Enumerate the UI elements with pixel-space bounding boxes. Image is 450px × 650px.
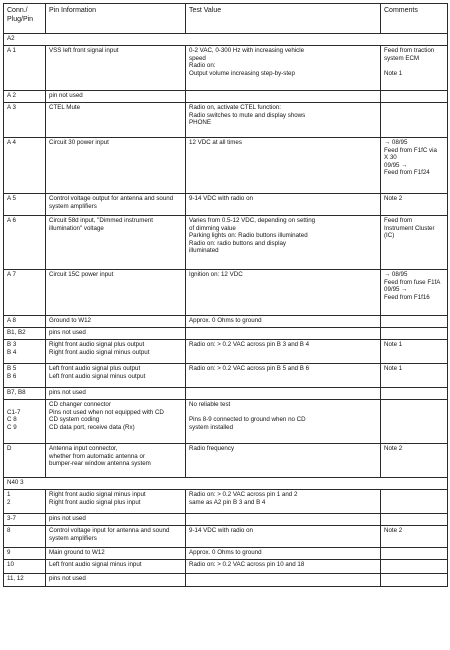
pin-comments: [381, 364, 448, 388]
pin-information-line: pins not used: [49, 389, 86, 396]
pin-information-line: pins not used: [49, 515, 86, 522]
pin-test-value-line: PHONE: [189, 119, 212, 127]
pin-row: [4, 91, 448, 103]
pin-conn: [4, 91, 46, 103]
pin-test-value-line: Radio switches to mute and display shows: [189, 111, 306, 119]
pin-comments: [381, 270, 448, 316]
pin-information-line: Right front audio signal plus output: [49, 341, 145, 348]
pin-test-value: [186, 138, 381, 194]
pin-comments: [381, 388, 448, 400]
pin-test-value-line: Radio on: > 0.2 VAC across pin B 3 and B 4: [189, 341, 310, 348]
pin-test-value-line: Radio on: > 0.2 VAC across pin 10 and 18: [189, 561, 305, 568]
pin-information: [46, 400, 186, 444]
pin-comments-line: Note 2: [384, 195, 403, 202]
pin-comments-line: Feed from: [384, 217, 413, 224]
pin-row: [4, 270, 448, 316]
pin-test-value-line: Ignition on: 12 VDC: [189, 271, 243, 278]
pin-conn: [4, 490, 46, 514]
pin-test-value: [186, 444, 381, 478]
pin-table: [3, 3, 448, 587]
pin-conn: [4, 270, 46, 316]
pin-information-line: VSS left front signal input: [49, 47, 119, 54]
pin-conn-line: A 7: [7, 271, 16, 278]
pin-test-value-line: Radio on: radio buttons and display: [189, 239, 287, 247]
pin-information: [46, 270, 186, 316]
pin-information: [46, 194, 186, 216]
pin-test-value-line: Radio frequency: [189, 445, 235, 452]
pin-row: [4, 328, 448, 340]
pin-conn-line: C1-7: [7, 408, 21, 416]
pin-conn-line: B 4: [7, 348, 17, 356]
pin-comments: [381, 138, 448, 194]
pin-conn: [4, 194, 46, 216]
pin-test-value-line: illuminated: [189, 247, 219, 255]
pin-conn: [4, 574, 46, 587]
pin-information-line: Left front audio signal minus input: [49, 561, 142, 568]
pin-test-value-line: No reliable test: [189, 401, 231, 408]
pin-test-value-line: of dimming value: [189, 224, 236, 232]
pin-information-line: Circuit 58d input, "Dimmed instrument: [49, 217, 153, 224]
pin-conn-line: 8: [7, 527, 11, 534]
pin-row: [4, 490, 448, 514]
pin-information-line: CD changer connector: [49, 401, 111, 408]
pin-row: [4, 316, 448, 328]
pin-test-value-line: Varies from 0.5-12 VDC, depending on setting: [189, 217, 316, 224]
pin-information-line: CD data port, receive data (Rx): [49, 423, 135, 431]
pin-test-value-line: [189, 409, 378, 417]
pin-test-value-line: Parking lights on: Radio buttons illuminated: [189, 232, 308, 240]
pin-information: [46, 91, 186, 103]
pin-comments: [381, 560, 448, 574]
pin-information: [46, 138, 186, 194]
pin-row: [4, 526, 448, 548]
pin-conn-line: 10: [7, 561, 14, 568]
pin-conn-line: C 9: [7, 423, 17, 431]
pin-conn: [4, 340, 46, 364]
pin-row: [4, 340, 448, 364]
pin-information: [46, 514, 186, 526]
pin-row: [4, 103, 448, 138]
pin-test-value: [186, 216, 381, 270]
pin-conn-line: 11, 12: [7, 575, 24, 582]
pin-comments: [381, 514, 448, 526]
pin-conn-line: A 4: [7, 139, 16, 146]
pin-test-value: [186, 388, 381, 400]
pin-comments-line: Feed from F1f16: [384, 293, 430, 301]
pin-test-value: [186, 316, 381, 328]
pin-conn-line: 3-7: [7, 515, 16, 522]
pin-information-line: Control voltage output for antenna and sound: [49, 195, 174, 202]
pin-conn-line: B 3: [7, 341, 17, 348]
connector-group-label: N40 3: [4, 478, 448, 490]
pin-test-value: [186, 270, 381, 316]
pin-information-line: whether from automatic antenna or: [49, 452, 145, 460]
pin-comments-line: system ECM: [384, 54, 420, 62]
pin-comments-line: 09/95 →: [384, 161, 408, 169]
pin-information-line: Main ground to W12: [49, 549, 105, 556]
pin-test-value-line: 9-14 VDC with radio on: [189, 195, 253, 202]
pin-comments-line: Note 2: [384, 527, 403, 534]
pin-test-value: [186, 103, 381, 138]
pin-test-value-line: Approx. 0 Ohms to ground: [189, 549, 262, 556]
pin-test-value: [186, 400, 381, 444]
pin-conn: [4, 46, 46, 91]
pin-test-value: [186, 91, 381, 103]
pin-information: [46, 526, 186, 548]
pin-test-value: [186, 194, 381, 216]
pin-test-value: [186, 46, 381, 91]
pin-conn: [4, 400, 46, 444]
connector-group-row: [4, 34, 448, 46]
pin-conn-line: A 1: [7, 47, 16, 54]
pin-conn-line: A 2: [7, 92, 16, 99]
pin-information: [46, 388, 186, 400]
pin-conn-line: 9: [7, 549, 11, 556]
pin-conn: [4, 388, 46, 400]
pin-conn-line: A 3: [7, 104, 16, 111]
pin-comments: [381, 526, 448, 548]
pin-information: [46, 548, 186, 560]
pin-comments-line: → 08/95: [384, 271, 408, 278]
pin-information-line: CTEL Mute: [49, 104, 81, 111]
pin-conn: [4, 316, 46, 328]
pin-information-line: Left front audio signal minus output: [49, 372, 146, 380]
pin-row: [4, 46, 448, 91]
header-conn-plug-pin: [4, 4, 46, 34]
pin-comments: [381, 444, 448, 478]
pin-test-value-line: speed: [189, 54, 206, 62]
pin-test-value-line: Radio on, activate CTEL function:: [189, 104, 281, 111]
pin-information: [46, 364, 186, 388]
pin-test-value: [186, 340, 381, 364]
pin-information-line: illumination" voltage: [49, 224, 104, 232]
pin-information-line: Pins not used when not equipped with CD: [49, 408, 164, 416]
pin-information-line: Right front audio signal minus input: [49, 491, 146, 498]
pin-conn-line: B 6: [7, 372, 17, 380]
pin-comments: [381, 103, 448, 138]
pin-information: [46, 560, 186, 574]
pin-information-line: pins not used: [49, 329, 86, 336]
pin-comments: [381, 548, 448, 560]
pin-test-value-line: Output volume increasing step-by-step: [189, 69, 295, 77]
pin-comments-line: Instrument Cluster: [384, 224, 435, 232]
pin-information: [46, 444, 186, 478]
pin-row: [4, 388, 448, 400]
pin-test-value: [186, 574, 381, 587]
pin-comments-line: X 30: [384, 154, 397, 162]
pin-test-value-line: Radio on: > 0.2 VAC across pin 1 and 2: [189, 491, 298, 498]
pin-row: [4, 560, 448, 574]
header-comments: Comments: [381, 4, 448, 34]
pin-comments-line: Note 1: [384, 69, 403, 77]
pin-conn-line: A 5: [7, 195, 16, 202]
pin-conn: [4, 548, 46, 560]
pin-conn-line: B7, B8: [7, 389, 26, 396]
header-row: [4, 4, 448, 34]
pin-comments-line: Note 1: [384, 365, 403, 372]
pin-information: [46, 490, 186, 514]
pin-conn-line: C 8: [7, 416, 17, 424]
pin-comments-line: Note 1: [384, 341, 403, 348]
pin-conn-line: [7, 401, 43, 409]
pin-conn: [4, 328, 46, 340]
pin-comments-line: (IC): [384, 232, 395, 240]
pin-conn-line: 1: [7, 491, 11, 498]
pin-information-line: bumper-rear window antenna system: [49, 460, 151, 468]
pin-comments-line: Feed from fuse F1fA: [384, 278, 441, 286]
pin-conn-line: D: [7, 445, 12, 452]
pin-information-line: system amplifiers: [49, 202, 97, 210]
pin-conn-line: A 8: [7, 317, 16, 324]
pin-information-line: Ground to W12: [49, 317, 91, 324]
pin-test-value: [186, 490, 381, 514]
pin-conn: [4, 526, 46, 548]
pin-information-line: Circuit 15C power input: [49, 271, 114, 278]
pin-row: [4, 514, 448, 526]
pin-comments: [381, 340, 448, 364]
pin-information-line: system amplifiers: [49, 534, 97, 542]
pin-information-line: Right front audio signal minus output: [49, 348, 150, 356]
pin-comments: [381, 490, 448, 514]
pin-information: [46, 340, 186, 364]
pin-comments-line: Note 2: [384, 445, 403, 452]
pin-information-line: Right front audio signal plus input: [49, 498, 141, 506]
pin-row: [4, 194, 448, 216]
pin-assignment-sheet: [3, 3, 448, 587]
header-conn-line-2: Plug/Pin: [7, 15, 34, 23]
pin-conn: [4, 444, 46, 478]
pin-conn-line: B 5: [7, 365, 17, 372]
pin-information: [46, 103, 186, 138]
pin-test-value: [186, 526, 381, 548]
pin-row: [4, 364, 448, 388]
pin-test-value: [186, 514, 381, 526]
pin-information-line: Antenna input connector,: [49, 445, 118, 452]
pin-comments: [381, 194, 448, 216]
pin-test-value-line: same as A2 pin B 3 and B 4: [189, 498, 266, 506]
pin-information-line: Control voltage input for antenna and sound: [49, 527, 170, 534]
pin-conn-line: A 6: [7, 217, 16, 224]
pin-comments: [381, 216, 448, 270]
pin-comments-line: Feed from F1fC via: [384, 146, 437, 154]
pin-comments-line: 09/95 →: [384, 286, 408, 294]
pin-comments-line: [384, 62, 445, 70]
pin-information: [46, 216, 186, 270]
pin-comments-line: Feed from F1f24: [384, 169, 430, 177]
pin-row: [4, 400, 448, 444]
pin-row: [4, 216, 448, 270]
connector-group-label: A2: [4, 34, 448, 46]
pin-test-value-line: Approx. 0 Ohms to ground: [189, 317, 262, 324]
pin-information: [46, 316, 186, 328]
pin-test-value-line: Pins 8-9 connected to ground when no CD: [189, 416, 306, 424]
pin-test-value: [186, 548, 381, 560]
pin-information-line: pins not used: [49, 575, 86, 582]
pin-conn: [4, 103, 46, 138]
pin-test-value-line: Radio on: > 0.2 VAC across pin B 5 and B 6: [189, 365, 310, 372]
pin-information: [46, 574, 186, 587]
pin-comments-line: Feed from traction: [384, 47, 435, 54]
pin-row: [4, 548, 448, 560]
pin-information-line: CD system coding: [49, 416, 100, 424]
header-pin-information: Pin Information: [46, 4, 186, 34]
pin-row: [4, 574, 448, 587]
pin-information-line: pin not used: [49, 92, 83, 99]
pin-information: [46, 328, 186, 340]
pin-test-value-line: Radio on:: [189, 62, 216, 70]
pin-comments: [381, 91, 448, 103]
pin-comments: [381, 46, 448, 91]
pin-conn: [4, 364, 46, 388]
pin-test-value: [186, 328, 381, 340]
pin-test-value: [186, 560, 381, 574]
pin-information-line: Circuit 30 power input: [49, 139, 109, 146]
header-conn-line-1: Conn./: [7, 7, 28, 14]
pin-comments: [381, 574, 448, 587]
pin-test-value-line: system installed: [189, 423, 234, 431]
pin-conn-line: B1, B2: [7, 329, 26, 336]
pin-test-value: [186, 364, 381, 388]
pin-comments-line: → 08/95: [384, 139, 408, 146]
pin-information-line: Left front audio signal plus output: [49, 365, 141, 372]
pin-conn: [4, 216, 46, 270]
pin-conn: [4, 514, 46, 526]
pin-conn: [4, 138, 46, 194]
pin-test-value-line: 12 VDC at all times: [189, 139, 242, 146]
pin-comments: [381, 400, 448, 444]
pin-conn-line: 2: [7, 498, 11, 506]
pin-test-value-line: 0-2 VAC, 0-300 Hz with increasing vehicle: [189, 47, 305, 54]
pin-test-value-line: 9-14 VDC with radio on: [189, 527, 253, 534]
header-test-value: Test Value: [186, 4, 381, 34]
pin-conn: [4, 560, 46, 574]
pin-comments: [381, 316, 448, 328]
pin-row: [4, 444, 448, 478]
pin-row: [4, 138, 448, 194]
pin-comments: [381, 328, 448, 340]
connector-group-row: [4, 478, 448, 490]
pin-information: [46, 46, 186, 91]
